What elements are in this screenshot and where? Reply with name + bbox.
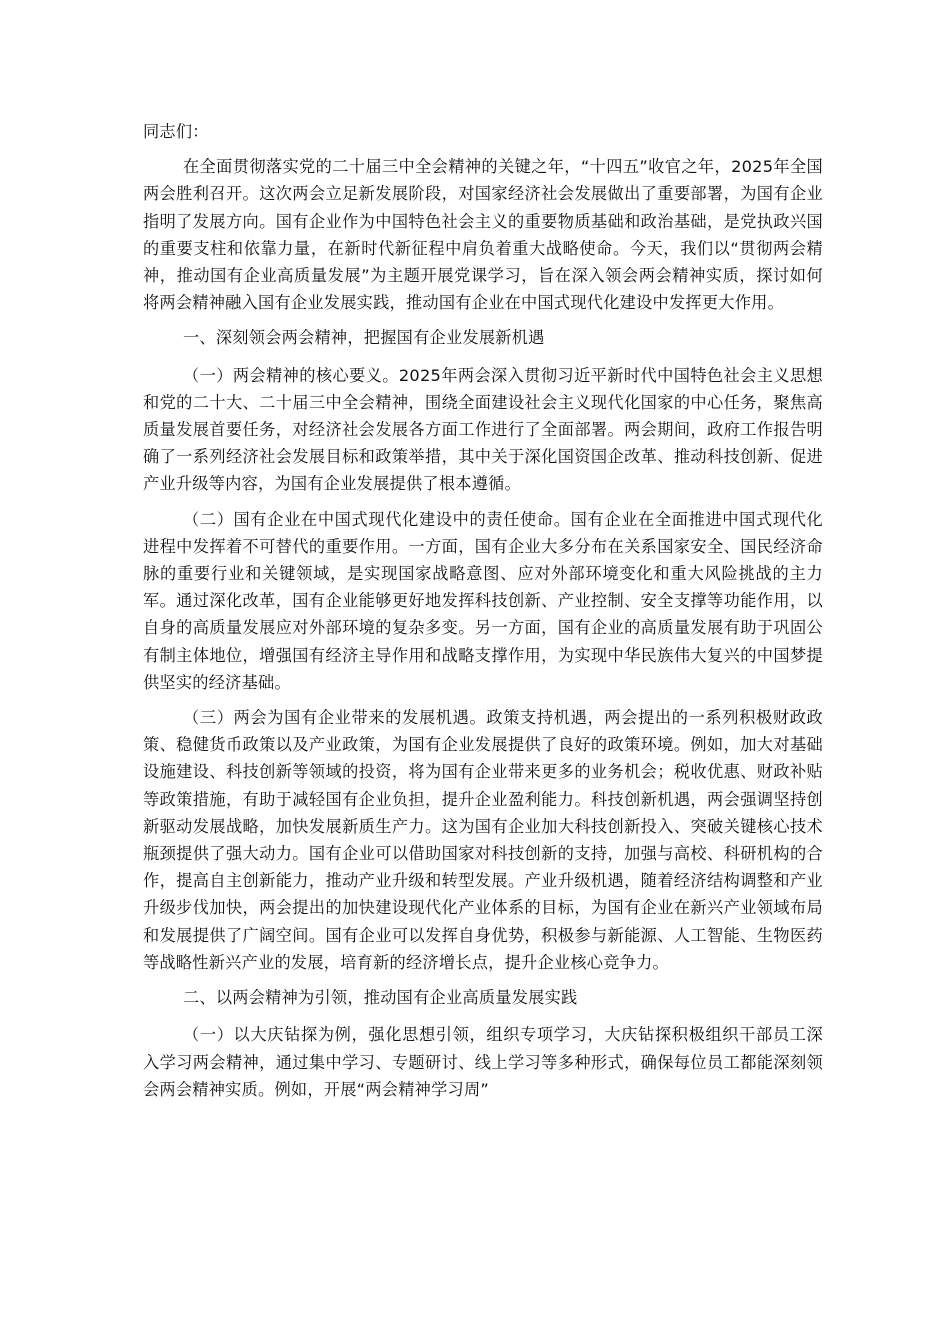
subsection-2-1: （一）以大庆钻探为例，强化思想引领，组织专项学习，大庆钻探积极组织干部员工深入学习两会精神，通过集中学习、专题研讨、线上学习等多种形式，确保每位员工都能深刻领会两会精神实质。例如，开展“两会精神学习周” — [143, 1025, 823, 1099]
document-page — [143, 118, 823, 1111]
subsection-1-2: （二）国有企业在中国式现代化建设中的责任使命。国有企业在全面推进中国式现代化进程中发挥着不可替代的重要作用。一方面，国有企业大多分布在关系国家安全、国民经济命脉的重要行业和关键领域，是实现国家战略意图、应对外部环境变化和重大风险挑战的主力军。通过深化改革，国有企业能够更好地发挥科技创新、产业控制、安全支撑等功能作用，以自身的高质量发展应对外部环境的复杂多变。另一方面，国有企业的高质量发展有助于巩固公有制主体地位，增强国有经济主导作用和战略支撑作用，为实现中华民族伟大复兴的中国梦提供坚实的经济基础。 — [143, 509, 823, 692]
section-heading-2: 二、以两会精神为引领，推动国有企业高质量发展实践 — [183, 988, 578, 1008]
greeting: 同志们： — [143, 122, 209, 141]
subsection-1-1: （一）两会精神的核心要义。2025年两会深入贯彻习近平新时代中国特色社会主义思想和党的二十大、二十届三中全会精神，围绕全面建设社会主义现代化国家的中心任务，聚焦高质量发展首要任务，对经济社会发展各方面工作进行了全面部署。两会期间，政府工作报告明确了一系列经济社会发展目标和政策举措，其中关于深化国资国企改革、推动科技创新、促进产业升级等内容，为国有企业发展提供了根本遵循。 — [143, 365, 823, 494]
subsection-1-3: （三）两会为国有企业带来的发展机遇。政策支持机遇，两会提出的一系列积极财政政策、稳健货币政策以及产业政策，为国有企业发展提供了良好的政策环境。例如，加大对基础设施建设、科技创新等领域的投资，将为国有企业带来更多的业务机会；税收优惠、财政补贴等政策措施，有助于减轻国有企业负担，提升企业盈利能力。科技创新机遇，两会强调坚持创新驱动发展战略，加快发展新质生产力。这为国有企业加大科技创新投入、突破关键核心技术瓶颈提供了强大动力。国有企业可以借助国家对科技创新的支持，加强与高校、科研机构的合作，提高自主创新能力，推动产业升级和转型发展。产业升级机遇，随着经济结构调整和产业升级步伐加快，两会提出的加快建设现代化产业体系的目标，为国有企业在新兴产业领域布局和发展提供了广阔空间。国有企业可以发挥自身优势，积极参与新能源、人工智能、生物医药等战略性新兴产业的发展，培育新的经济增长点，提升企业核心竞争力。 — [143, 708, 823, 972]
section-heading-1: 一、深刻领会两会精神，把握国有企业发展新机遇 — [183, 328, 545, 348]
intro-paragraph: 在全面贯彻落实党的二十届三中全会精神的关键之年，“十四五”收官之年，2025年全国两会胜利召开。这次两会立足新发展阶段，对国家经济社会发展做出了重要部署，为国有企业指明了发展方向。国有企业作为中国特色社会主义的重要物质基础和政治基础，是党执政兴国的重要支柱和依靠力量，在新时代新征程中肩负着重大战略使命。今天，我们以“贯彻两会精神，推动国有企业高质量发展”为主题开展党课学习，旨在深入领会两会精神实质，探讨如何将两会精神融入国有企业发展实践，推动国有企业在中国式现代化建设中发挥更大作用。 — [143, 157, 823, 313]
